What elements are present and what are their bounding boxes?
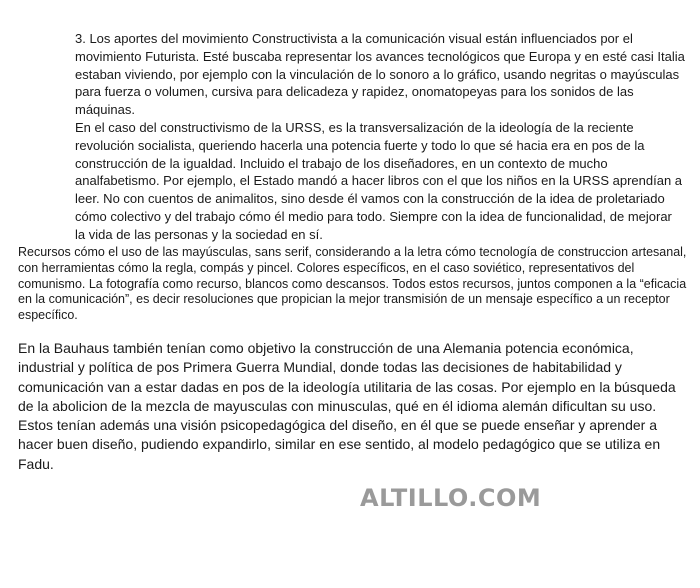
answer-3-paragraph-ussr: En el caso del constructivismo de la URSS, es la transversalización de la ideología de la reciente revolución socialista, queriendo hacerla una potencia fuerte y todo lo que sé hacia era en pos de la construcción de la igualdad. Incluido el trabajo de los diseñadores, en un contexto de mucho analfabetismo. Por ejemplo, el Estado mandó a hacer libros con el que los niños en la URSS aprendían a leer. No con cuentos de animalitos, sino desde él vamos con la construcción de la idea de proletariado cómo colectivo y del trabajo cómo él medio para todo. Siempre con la idea de funcionalidad, de mejorar la vida de las personas y la sociedad en sí. bbox=[75, 119, 683, 242]
answer-3-section bbox=[75, 30, 685, 244]
resources-paragraph: Recursos cómo el uso de las mayúsculas, sans serif, considerando a la letra cómo tecnología de construccion artesanal, con herramientas cómo la regla, compás y pincel. Colores específicos, en el caso soviético, representativos del comunismo. La fotografía como recurso, blancos como descansos. Todos estos recursos, juntos componen a la “eficacia en la comunicación”, es decir resoluciones que propician la mejor transmisión de un mensaje específico a un receptor específico. bbox=[18, 245, 687, 323]
answer-3-paragraph-futurism: 3. Los aportes del movimiento Constructivista a la comunicación visual están influenciados por el movimiento Futurista. Esté buscaba representar los avances tecnológicos que Europa y en esté casi Italia estaban viviendo, por ejemplo con la vinculación de lo sonoro a lo gráfico, usando negritas o mayúsculas para fuerza o volumen, cursiva para delicadeza y rapidez, onomatopeyas para los sonidos de las máquinas. bbox=[75, 31, 685, 118]
bauhaus-paragraph: En la Bauhaus también tenían como objetivo la construcción de una Alemania potencia económica, industrial y política de pos Primera Guerra Mundial, donde todas las decisiones de habitabilidad y comunicación van a estar dadas en pos de la ideología utilitaria de las cosas. Por ejemplo en la búsqueda de la abolicion de la mezcla de mayusculas con minusculas, qué en él idioma alemán dificultan su uso. Estos tenían además una visión psicopedagógica del diseño, en él que se puede enseñar y aprender a hacer buen diseño, pudiendo expandirlo, similar en ese sentido, al modelo pedagógico que se utiliza en Fadu. bbox=[18, 340, 676, 472]
site-watermark: ALTILLO.COM bbox=[360, 484, 542, 512]
